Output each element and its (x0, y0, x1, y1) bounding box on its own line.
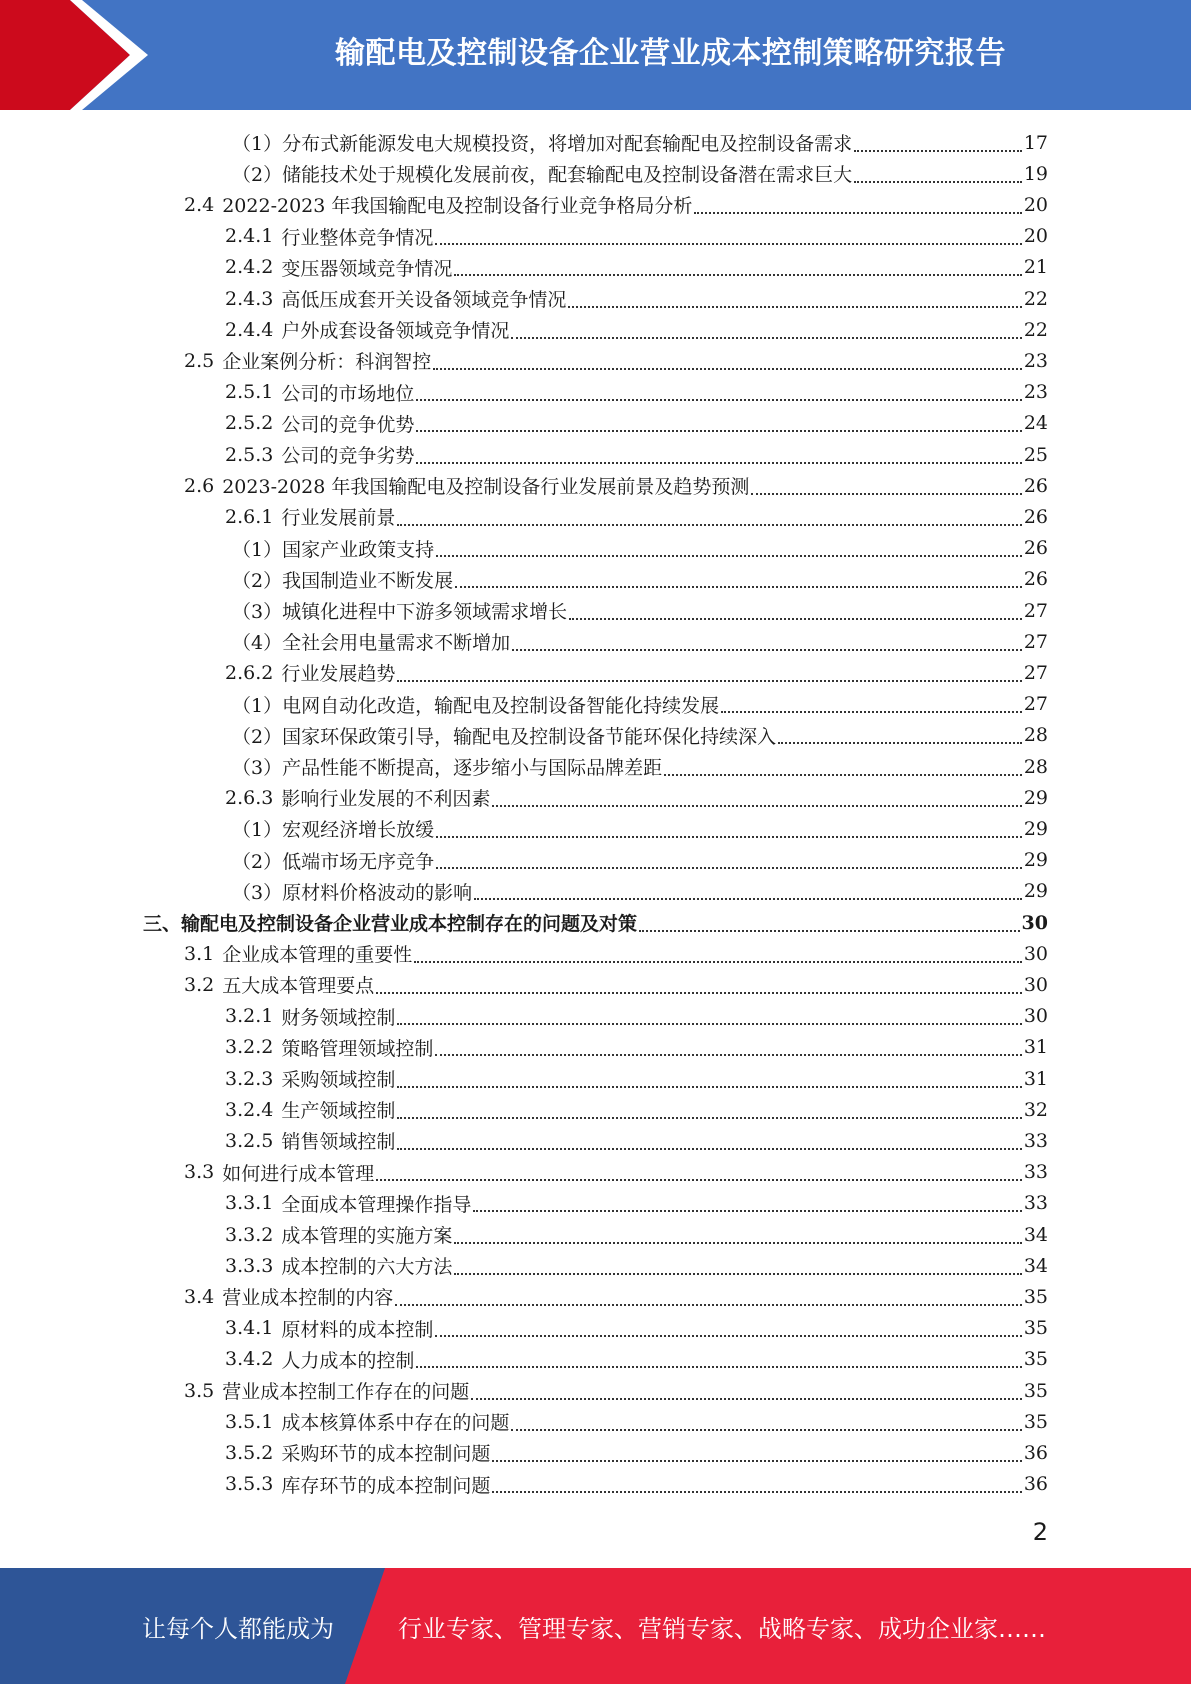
toc-entry-page: 23 (1023, 349, 1048, 372)
toc-entry-label: 采购环节的成本控制问题 (281, 1443, 491, 1466)
toc-entry-number: 3.3.2 (225, 1223, 274, 1246)
toc-entry-label: 2023-2028 年我国输配电及控制设备行业发展前景及趋势预测 (222, 476, 750, 499)
toc-dot-leader (397, 1086, 1021, 1088)
toc-entry-label: 采购领域控制 (281, 1069, 396, 1091)
toc-dot-leader (511, 1429, 1021, 1431)
toc-entry-label: 营业成本控制工作存在的问题 (222, 1381, 470, 1403)
toc-entry-page: 26 (1023, 474, 1048, 497)
toc-entry-label: （2）我国制造业不断发展 (232, 569, 454, 592)
toc-entry-page: 33 (1023, 1192, 1048, 1215)
toc-entry[interactable] (184, 470, 1048, 501)
toc-entry-number: 3.3.3 (225, 1254, 274, 1277)
toc-entry-label: 公司的竞争优势 (281, 413, 415, 436)
toc-entry[interactable] (232, 845, 1048, 876)
toc-dot-leader (455, 586, 1022, 588)
toc-entry-page: 34 (1023, 1254, 1048, 1277)
toc-entry-label: 户外成套设备领域竞争情况 (281, 320, 510, 343)
toc-entry-number: 3.2.2 (225, 1036, 274, 1059)
toc-entry-number: 2.6 (184, 474, 215, 497)
toc-dot-leader (436, 836, 1022, 838)
toc-entry[interactable] (232, 876, 1048, 907)
toc-entry-number: 2.4.3 (225, 287, 274, 310)
toc-entry-label: （3）原材料价格波动的影响 (232, 881, 473, 904)
toc-entry-page: 20 (1023, 225, 1048, 248)
toc-entry-label: （1）分布式新能源发电大规模投资，将增加对配套输配电及控制设备需求 (232, 133, 853, 155)
toc-entry-page: 35 (1023, 1348, 1048, 1371)
toc-dot-leader (376, 992, 1022, 994)
toc-entry[interactable] (225, 1094, 1048, 1125)
toc-entry-label: 公司的竞争劣势 (281, 445, 415, 467)
toc-entry-number: 3.2.4 (225, 1098, 274, 1121)
toc-entry[interactable] (225, 1188, 1048, 1219)
toc-entry-label: （2）低端市场无序竞争 (232, 850, 435, 873)
toc-entry-page: 29 (1023, 880, 1048, 903)
toc-dot-leader (454, 274, 1021, 276)
toc-entry-label: 变压器领域竞争情况 (281, 257, 453, 280)
toc-entry[interactable] (225, 1219, 1048, 1250)
toc-entry-number: 3.5 (184, 1379, 215, 1402)
toc-dot-leader (397, 1117, 1021, 1119)
toc-entry[interactable] (225, 782, 1048, 813)
toc-entry-label: 成本控制的六大方法 (281, 1256, 453, 1279)
toc-entry[interactable] (225, 501, 1048, 532)
toc-entry[interactable] (232, 751, 1048, 782)
toc-entry[interactable] (232, 533, 1048, 564)
toc-entry-label: 销售领域控制 (281, 1131, 396, 1154)
toc-entry-number: 2.4.1 (225, 225, 274, 248)
toc-entry-label: 成本核算体系中存在的问题 (281, 1412, 510, 1435)
toc-entry-label: 全面成本管理操作指导 (281, 1193, 472, 1216)
toc-entry-page: 27 (1023, 693, 1048, 716)
toc-entry[interactable] (225, 1125, 1048, 1156)
toc-entry[interactable] (232, 595, 1048, 626)
toc-dot-leader (569, 618, 1022, 620)
toc-entry-label: 五大成本管理要点 (222, 975, 375, 998)
toc-entry-label: 2022-2023 年我国输配电及控制设备行业竞争格局分析 (222, 195, 693, 218)
toc-entry[interactable] (225, 377, 1048, 408)
toc-entry[interactable] (232, 689, 1048, 720)
toc-entry-page: 27 (1023, 661, 1048, 684)
toc-entry-page: 35 (1023, 1410, 1048, 1433)
toc-entry-page: 35 (1023, 1317, 1048, 1340)
toc-dot-leader (474, 898, 1022, 900)
toc-entry-page: 34 (1023, 1223, 1048, 1246)
toc-entry-label: （1）国家产业政策支持 (232, 538, 435, 561)
toc-dot-leader (397, 1148, 1021, 1150)
toc-entry-label: 企业成本管理的重要性 (222, 944, 413, 967)
toc-entry-number: 2.4.2 (225, 256, 274, 279)
toc-entry[interactable] (225, 1032, 1048, 1063)
toc-entry-page: 32 (1023, 1098, 1048, 1121)
toc-entry-label: 营业成本控制的内容 (222, 1287, 394, 1310)
toc-entry-label: 库存环节的成本控制问题 (281, 1474, 491, 1497)
toc-entry[interactable] (232, 564, 1048, 595)
toc-dot-leader (473, 1210, 1021, 1212)
toc-entry[interactable] (184, 1375, 1048, 1406)
toc-entry-number: 2.4 (184, 193, 215, 216)
toc-entry-page: 31 (1023, 1036, 1048, 1059)
toc-entry-page: 35 (1023, 1285, 1048, 1308)
toc-entry-page: 36 (1023, 1441, 1048, 1464)
document-title: 输配电及控制设备企业营业成本控制策略研究报告 (335, 36, 1006, 71)
toc-dot-leader (414, 961, 1022, 963)
toc-entry-label: 原材料的成本控制 (281, 1318, 434, 1341)
toc-entry[interactable] (225, 1344, 1048, 1375)
toc-entry[interactable] (225, 1250, 1048, 1281)
page-footer (0, 1568, 1191, 1684)
toc-dot-leader (854, 181, 1022, 183)
toc-entry[interactable] (225, 1437, 1048, 1468)
page-header (0, 0, 1191, 110)
page-number: 2 (1032, 1518, 1048, 1546)
toc-entry-label: 行业发展趋势 (281, 663, 396, 686)
toc-dot-leader (778, 742, 1022, 744)
toc-entry-number: 3.3 (184, 1161, 215, 1184)
toc-entry-number: 3.1 (184, 942, 215, 965)
toc-entry-label: 如何进行成本管理 (222, 1162, 375, 1185)
toc-entry-label: （3）城镇化进程中下游多领域需求增长 (232, 601, 568, 623)
toc-dot-leader (435, 243, 1021, 245)
toc-dot-leader (395, 1304, 1022, 1306)
toc-entry[interactable] (225, 439, 1048, 470)
toc-entry-label: 行业整体竞争情况 (281, 226, 434, 249)
toc-entry-label: （1）电网自动化改造，输配电及控制设备智能化持续发展 (232, 694, 720, 717)
toc-entry-page: 29 (1023, 786, 1048, 809)
toc-entry-number: 2.6.1 (225, 505, 274, 528)
toc-entry-label: （4）全社会用电量需求不断增加 (232, 632, 511, 655)
toc-entry-page: 19 (1023, 162, 1048, 185)
toc-entry[interactable] (143, 907, 1048, 938)
toc-entry-number: 3.4 (184, 1285, 215, 1308)
toc-entry-page: 27 (1023, 630, 1048, 653)
toc-entry-page: 28 (1023, 755, 1048, 778)
toc-entry-page: 36 (1023, 1473, 1048, 1496)
toc-entry-label: （2）国家环保政策引导，输配电及控制设备节能环保化持续深入 (232, 725, 777, 748)
toc-dot-leader (492, 805, 1021, 807)
toc-entry[interactable] (225, 283, 1048, 314)
toc-entry-label: （3）产品性能不断提高，逐步缩小与国际品牌差距 (232, 757, 663, 779)
toc-entry-label: 企业案例分析：科润智控 (222, 351, 432, 374)
toc-entry-number: 3.2.5 (225, 1129, 274, 1152)
toc-entry[interactable] (184, 345, 1048, 376)
toc-entry[interactable] (184, 938, 1048, 969)
toc-entry-page: 30 (1021, 911, 1048, 934)
toc-entry-page: 21 (1023, 256, 1048, 279)
toc-entry[interactable] (225, 221, 1048, 252)
toc-entry-label: 高低压成套开关设备领域竞争情况 (281, 289, 567, 311)
toc-entry-number: 3.5.2 (225, 1441, 274, 1464)
toc-entry-number: 2.6.3 (225, 786, 274, 809)
toc-dot-leader (492, 1460, 1021, 1462)
toc-entry-page: 20 (1023, 193, 1048, 216)
toc-entry[interactable] (184, 1281, 1048, 1312)
toc-entry-page: 22 (1023, 318, 1048, 341)
toc-dot-leader (454, 1242, 1021, 1244)
toc-entry[interactable] (225, 408, 1048, 439)
toc-dot-leader (721, 711, 1022, 713)
footer-slogan-right: 行业专家、管理专家、营销专家、战略专家、成功企业家…… (398, 1614, 1046, 1643)
toc-entry[interactable] (225, 1001, 1048, 1032)
toc-entry[interactable] (184, 1157, 1048, 1188)
toc-entry[interactable] (232, 626, 1048, 657)
toc-dot-leader (568, 306, 1021, 308)
toc-dot-leader (435, 1054, 1021, 1056)
toc-entry-page: 29 (1023, 817, 1048, 840)
toc-entry-number: 3.2.3 (225, 1067, 274, 1090)
toc-dot-leader (397, 680, 1021, 682)
toc-entry-number: 2.5.2 (225, 412, 274, 435)
toc-entry[interactable] (225, 1063, 1048, 1094)
toc-entry-page: 28 (1023, 724, 1048, 747)
toc-dot-leader (512, 649, 1022, 651)
toc-entry-label: 策略管理领域控制 (281, 1037, 434, 1060)
toc-entry-page: 27 (1023, 599, 1048, 622)
toc-entry-page: 26 (1023, 505, 1048, 528)
toc-entry-page: 23 (1023, 381, 1048, 404)
toc-entry[interactable] (184, 969, 1048, 1000)
toc-entry-label: 财务领域控制 (281, 1006, 396, 1029)
toc-dot-leader (751, 493, 1021, 495)
toc-entry-label: 三、输配电及控制设备企业营业成本控制存在的问题及对策 (143, 913, 638, 935)
toc-dot-leader (511, 337, 1021, 339)
toc-dot-leader (694, 212, 1021, 214)
toc-entry-label: 生产领域控制 (281, 1100, 396, 1123)
toc-dot-leader (433, 368, 1022, 370)
toc-entry[interactable] (232, 158, 1048, 189)
toc-entry-label: 公司的市场地位 (281, 382, 415, 405)
toc-dot-leader (397, 1023, 1021, 1025)
toc-entry-label: 影响行业发展的不利因素 (281, 788, 491, 811)
toc-dot-leader (416, 430, 1021, 432)
toc-entry-number: 3.2.1 (225, 1005, 274, 1028)
toc-entry-page: 35 (1023, 1379, 1048, 1402)
toc-entry[interactable] (225, 657, 1048, 688)
toc-entry-number: 3.5.1 (225, 1410, 274, 1433)
toc-dot-leader (454, 1273, 1021, 1275)
toc-entry-page: 22 (1023, 287, 1048, 310)
toc-entry[interactable] (225, 1406, 1048, 1437)
toc-entry-page: 26 (1023, 568, 1048, 591)
toc-entry[interactable] (184, 189, 1048, 220)
toc-entry-page: 30 (1023, 1005, 1048, 1028)
toc-entry-page: 24 (1023, 412, 1048, 435)
toc-entry-number: 2.5 (184, 349, 215, 372)
toc-entry-number: 2.6.2 (225, 661, 274, 684)
toc-dot-leader (416, 399, 1021, 401)
toc-entry-label: 成本管理的实施方案 (281, 1225, 453, 1247)
toc-entry-number: 3.4.1 (225, 1317, 274, 1340)
toc-entry[interactable] (232, 127, 1048, 158)
toc-dot-leader (492, 1491, 1021, 1493)
toc-dot-leader (854, 150, 1022, 152)
footer-slogan-left: 让每个人都能成为 (142, 1614, 334, 1643)
toc-dot-leader (416, 462, 1021, 464)
toc-entry-number: 3.2 (184, 973, 215, 996)
toc-entry[interactable] (225, 1313, 1048, 1344)
toc-entry-page: 33 (1023, 1129, 1048, 1152)
toc-entry[interactable] (225, 252, 1048, 283)
toc-entry-page: 31 (1023, 1067, 1048, 1090)
toc-dot-leader (397, 524, 1021, 526)
toc-entry-label: 行业发展前景 (281, 507, 396, 530)
toc-dot-leader (376, 1179, 1022, 1181)
toc-entry-page: 30 (1023, 973, 1048, 996)
toc-dot-leader (639, 930, 1020, 932)
toc-entry-page: 30 (1023, 942, 1048, 965)
toc-entry-page: 25 (1023, 443, 1048, 466)
toc-dot-leader (416, 1366, 1021, 1368)
toc-entry-page: 26 (1023, 537, 1048, 560)
toc-entry[interactable] (232, 813, 1048, 844)
toc-entry[interactable] (225, 1469, 1048, 1500)
toc-entry[interactable] (232, 720, 1048, 751)
toc-entry-number: 2.5.3 (225, 443, 274, 466)
toc-entry-number: 3.5.3 (225, 1473, 274, 1496)
toc-entry-page: 33 (1023, 1161, 1048, 1184)
toc-entry-label: （1）宏观经济增长放缓 (232, 819, 435, 842)
toc-dot-leader (436, 867, 1022, 869)
toc-entry-number: 3.3.1 (225, 1192, 274, 1215)
toc-dot-leader (664, 774, 1022, 776)
toc-entry-label: 人力成本的控制 (281, 1349, 415, 1372)
toc-entry-number: 3.4.2 (225, 1348, 274, 1371)
toc-dot-leader (436, 555, 1022, 557)
toc-entry[interactable] (225, 314, 1048, 345)
toc-entry-page: 29 (1023, 849, 1048, 872)
toc-entry-number: 2.4.4 (225, 318, 274, 341)
toc-entry-label: （2）储能技术处于规模化发展前夜，配套输配电及控制设备潜在需求巨大 (232, 164, 853, 187)
toc-entry-number: 2.5.1 (225, 381, 274, 404)
toc-dot-leader (435, 1335, 1021, 1337)
toc-dot-leader (471, 1398, 1022, 1400)
toc-entry-page: 17 (1023, 131, 1048, 154)
